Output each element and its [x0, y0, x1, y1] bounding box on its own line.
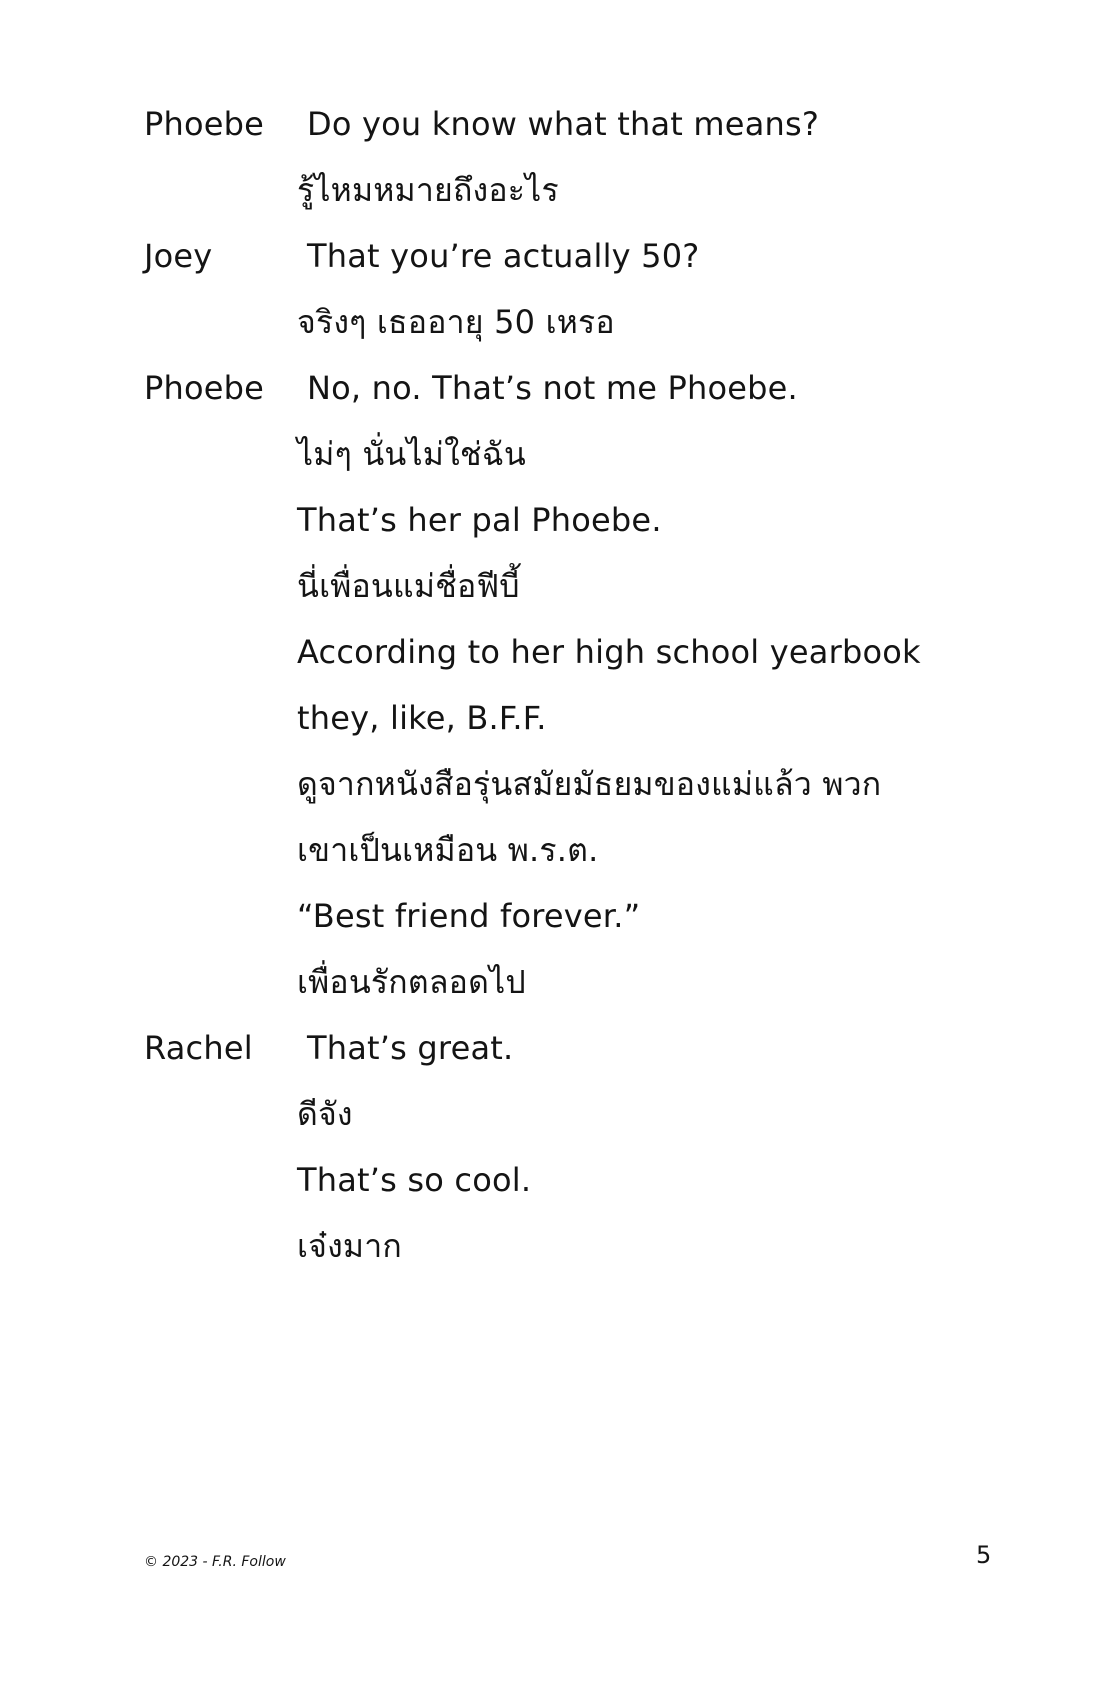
dialogue-line-thai: เจ๋งมาก: [297, 1227, 402, 1265]
dialogue-line-english: That you’re actually 50?: [307, 237, 700, 275]
speaker-name: Phoebe: [144, 105, 265, 143]
dialogue-line-thai: เขาเป็นเหมือน พ.ร.ต.: [297, 831, 599, 869]
dialogue-line-thai: จริงๆ เธออายุ 50 เหรอ: [297, 303, 615, 341]
dialogue-line-thai: รู้ไหมหมายถึงอะไร: [297, 171, 559, 209]
dialogue-line-english: they, like, B.F.F.: [297, 699, 547, 737]
dialogue-line-english: According to her high school yearbook: [297, 633, 921, 671]
speaker-name: Phoebe: [144, 369, 265, 407]
page-number: 5: [976, 1541, 992, 1569]
dialogue-line-english: Do you know what that means?: [307, 105, 820, 143]
dialogue-line-english: No, no. That’s not me Phoebe.: [307, 369, 798, 407]
dialogue-line-thai: ดีจัง: [297, 1095, 353, 1133]
speaker-name: Joey: [144, 237, 213, 275]
speaker-name: Rachel: [144, 1029, 253, 1067]
dialogue-line-thai: ดูจากหนังสือรุ่นสมัยมัธยมของแม่แล้ว พวก: [297, 765, 882, 803]
dialogue-line-thai: ไม่ๆ นั่นไม่ใช่ฉัน: [297, 435, 526, 473]
copyright-notice: © 2023 - F.R. Follow: [144, 1554, 286, 1570]
dialogue-line-english: “Best friend forever.”: [297, 897, 641, 935]
dialogue-line-english: That’s so cool.: [297, 1161, 532, 1199]
dialogue-line-english: That’s great.: [307, 1029, 514, 1067]
dialogue-line-english: That’s her pal Phoebe.: [297, 501, 662, 539]
dialogue-line-thai: นี่เพื่อนแม่ชื่อฟีบี้: [297, 567, 520, 605]
dialogue-line-thai: เพื่อนรักตลอดไป: [297, 963, 526, 1001]
